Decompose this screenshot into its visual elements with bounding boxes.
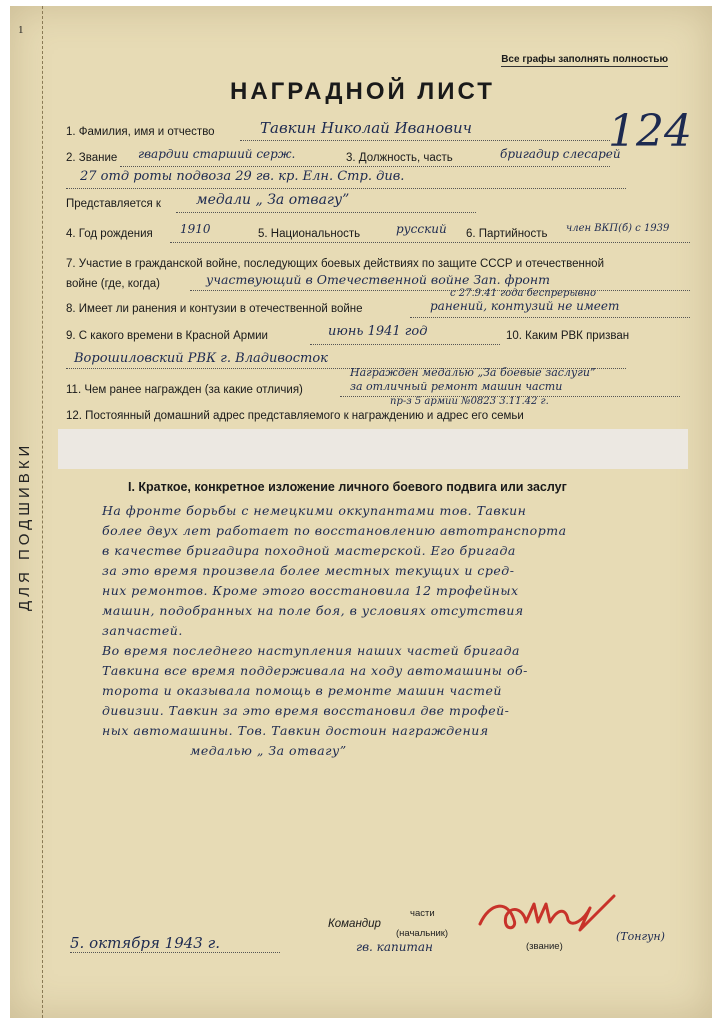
field-3-label: 3. Должность, часть	[346, 152, 453, 164]
binding-label: ДЛЯ ПОДШИВКИ	[16, 441, 33, 611]
presented-value: медали „ За отвагу”	[196, 192, 350, 208]
field-8-label: 8. Имеет ли ранения и контузии в отечественной войне	[66, 303, 363, 315]
signer-name: (Тонгун)	[616, 930, 665, 943]
field-4-value: 1910	[180, 222, 211, 236]
field-4-label: 4. Год рождения	[66, 228, 153, 240]
redacted-address	[58, 429, 688, 469]
field-9-value: июнь 1941 год	[328, 324, 428, 339]
binding-line	[42, 6, 43, 1018]
field-8-value: ранений, контузий не имеет	[430, 299, 620, 313]
part-label: части	[410, 908, 435, 919]
commander-signature	[472, 890, 652, 940]
presented-label: Представляется к	[66, 198, 161, 210]
field-12-label: 12. Постоянный домашний адрес представляемого к награждению и адрес его семьи	[66, 410, 524, 422]
field-11-value: за отличный ремонт машин части	[350, 380, 563, 393]
field-10-value: Ворошиловский РВК г. Владивосток	[74, 351, 328, 366]
commander-label: Командир	[328, 918, 381, 930]
field-3-value: бригадир слесарей	[500, 147, 621, 161]
field-7-label: 7. Участие в гражданской войне, последующих боевых действиях по защите СССР и отечественной	[66, 258, 605, 270]
field-2-value: гвардии старший серж.	[138, 147, 296, 161]
field-6-value: член ВКП(б) с 1939	[566, 223, 670, 234]
field-1-label: 1. Фамилия, имя и отчество	[66, 126, 215, 138]
field-2-line	[120, 166, 610, 167]
field-11-label: 11. Чем ранее награжден (за какие отличия)	[66, 384, 303, 396]
date-line	[70, 952, 280, 953]
field-7-label-cont: войне (где, когда)	[66, 278, 160, 290]
field-7-value-cont: с 27.9.41 года беспрерывно	[450, 288, 597, 299]
page-number: 1	[18, 24, 24, 36]
field-7-line	[190, 290, 690, 291]
narrative-line-8: Во время последнего наступления наших частей бригада	[102, 643, 520, 658]
field-3-line	[66, 188, 626, 189]
field-11-value-cont: пр-з 5 армии №0823 3.11.42 г.	[390, 396, 549, 407]
narrative-line-1: На фронте борьбы с немецкими оккупантами тов. Тавкин	[102, 503, 527, 518]
field-2-label: 2. Звание	[66, 152, 118, 164]
field-7-value: участвующий в Отечественной войне Зап. фронт	[206, 272, 551, 287]
field-1-value: Тавкин Николай Иванович	[260, 119, 472, 137]
field-9-line	[310, 344, 500, 345]
narrative-line-9: Тавкина все время поддерживала на ходу автомашины об-	[102, 663, 528, 678]
field-5-label: 5. Национальность	[258, 228, 361, 240]
field-8-line	[410, 317, 690, 318]
field-9-label: 9. С какого времени в Красной Армии	[66, 330, 268, 342]
narrative-line-13: медалью „ За отвагу”	[190, 743, 347, 758]
handwritten-number: 124	[608, 106, 692, 157]
narrative-line-11: дивизии. Тавкин за это время восстановил две трофей-	[102, 703, 510, 718]
section-title: I. Краткое, конкретное изложение личного боевого подвига или заслуг	[128, 480, 567, 494]
chief-label: (начальник)	[396, 928, 449, 939]
rank-value: гв. капитан	[356, 940, 433, 954]
field-5-value: русский	[396, 222, 447, 236]
narrative-line-5: них ремонтов. Кроме этого восстановила 12 трофейных	[102, 583, 519, 598]
field-6-label: 6. Партийность	[466, 228, 548, 240]
fill-instruction: Все графы заполнять полностью	[501, 54, 668, 65]
narrative-line-7: запчастей.	[102, 623, 183, 638]
document-title: НАГРАДНОЙ ЛИСТ	[230, 78, 495, 105]
field-1-line	[240, 140, 610, 141]
narrative-line-3: в качестве бригадира походной мастерской. Его бригада	[102, 543, 516, 558]
narrative-line-12: ных автомашины. Тов. Тавкин достоин награждения	[102, 723, 489, 738]
field-3-continued: 27 отд роты подвоза 29 гв. кр. Елн. Стр. див.	[80, 169, 405, 184]
field-11-value-top: Награжден медалью „За боевые заслуги”	[350, 366, 596, 379]
field-10-label: 10. Каким РВК призван	[506, 330, 630, 342]
narrative-line-4: за это время произвела более местных текущих и сред-	[102, 563, 515, 578]
field-11-line	[340, 396, 680, 397]
field-4-6-line	[170, 242, 690, 243]
narrative-line-10: торота и оказывала помощь в ремонте машин частей	[102, 683, 502, 698]
award-sheet	[10, 6, 712, 1018]
presented-line	[176, 212, 476, 213]
rank-label: (звание)	[526, 941, 563, 952]
document-date: 5. октября 1943 г.	[70, 934, 220, 952]
narrative-line-6: машин, подобранных на поле боя, в условиях отсутствия	[102, 603, 524, 618]
narrative-line-2: более двух лет работает по восстановлению автотранспорта	[102, 523, 567, 538]
